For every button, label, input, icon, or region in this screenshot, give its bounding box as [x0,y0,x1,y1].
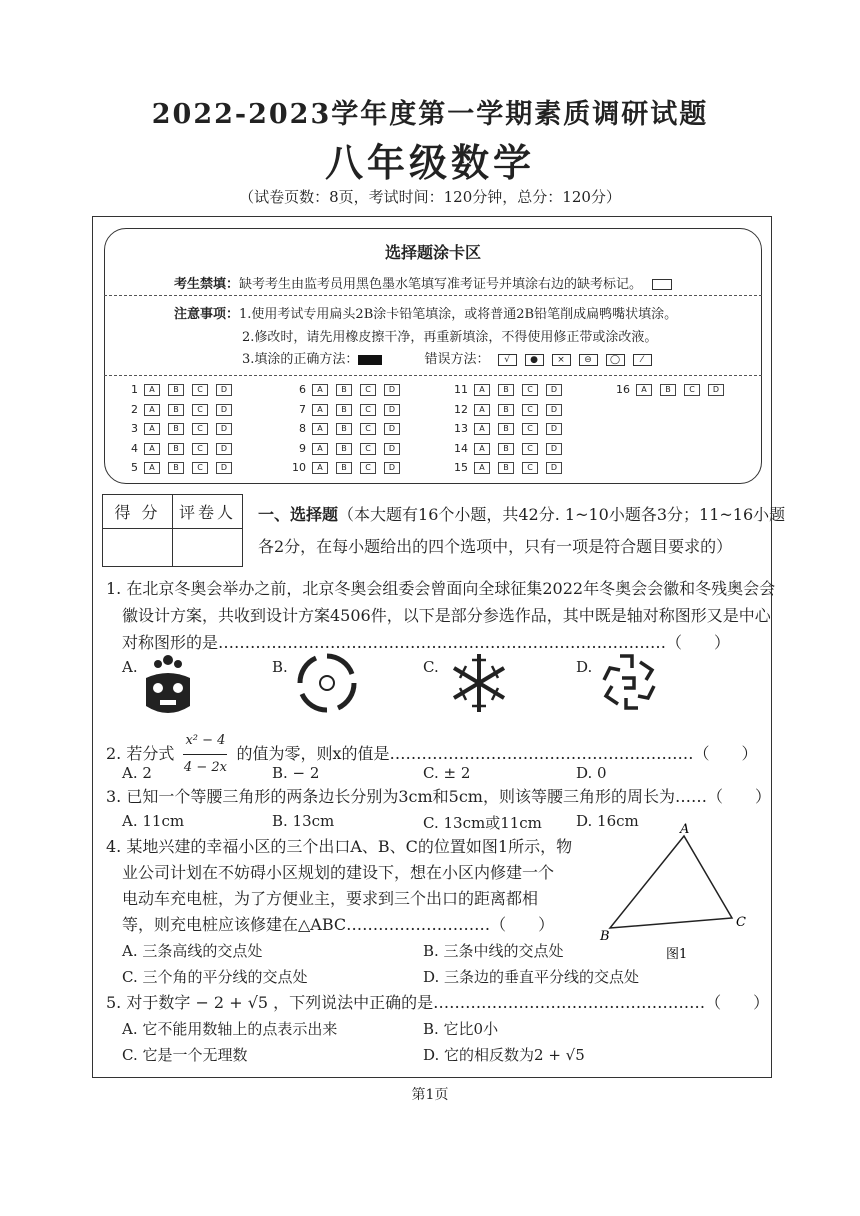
q2-prefix: 2. 若分式 [106,744,175,763]
answer-bubble-c[interactable]: C [192,423,208,435]
triangle-abc [610,836,732,928]
answer-row-number: 9 [299,441,306,455]
answer-row-10 [286,461,408,474]
notes-label: 注意事项： [174,307,240,322]
answer-bubble-b[interactable]: B [498,443,514,455]
answer-bubble-a[interactable]: A [144,384,160,396]
answer-bubble-b[interactable]: B [498,462,514,474]
answer-row-8 [286,422,408,435]
answer-bubble-b[interactable]: B [336,443,352,455]
q4-option-a: A. 三条高线的交点处 [122,942,263,960]
answer-row-5 [118,461,240,474]
answer-bubble-d[interactable]: D [216,443,232,455]
answer-bubble-d[interactable]: D [384,423,400,435]
q1-line-3: 对称图形的是…………………………………………………………………………（ ） [122,633,731,652]
wrong-mark-sample: × [552,354,571,366]
answer-bubble-c[interactable]: C [522,443,538,455]
q2-option-a: A. 2 [122,764,152,782]
answer-row-4 [118,442,240,455]
q2-option-c: C. ± 2 [423,764,471,782]
answer-bubble-c[interactable]: C [192,404,208,416]
answer-bubble-a[interactable]: A [312,384,328,396]
answer-row-number: 7 [299,402,306,416]
answer-row-number: 5 [131,461,138,474]
answer-row-number: 12 [454,402,468,416]
q4-option-c: C. 三个角的平分线的交点处 [122,968,308,986]
q5-stem: 5. 对于数字 − 2 + √5 ，下列说法中正确的是……………………………………………（ ） [106,993,770,1012]
figure-caption: 图1 [666,947,688,962]
q2-option-b: B. − 2 [272,764,320,782]
wrong-mark-sample: ⁄ [633,354,652,366]
answer-bubble-d[interactable]: D [546,462,562,474]
answer-bubble-a[interactable]: A [312,423,328,435]
answer-row-12 [448,403,570,416]
wrong-mark-sample: √ [498,354,517,366]
answer-row-number: 6 [299,383,306,396]
q3-option-a: A. 11cm [122,812,185,830]
answer-bubble-b[interactable]: B [336,384,352,396]
q5-option-a: A. 它不能用数轴上的点表示出来 [122,1020,338,1038]
answer-bubble-c[interactable]: C [360,462,376,474]
q4-line-1: 4. 某地兴建的幸福小区的三个出口A、B、C的位置如图1所示，物 [106,837,573,856]
answer-row-13 [448,422,570,435]
answer-row-2 [118,403,240,416]
score-label: 得 分 [103,495,173,529]
emblem-d-icon [596,650,662,716]
exam-meta: （试卷页数：8页，考试时间：120分钟，总分：120分） [239,188,621,206]
section-1-heading: 一、选择题 [258,505,339,524]
answer-row-number: 2 [131,402,138,416]
q4-option-b: B. 三条中线的交点处 [423,942,564,960]
answer-row-11 [448,383,570,396]
q1-line-2: 徽设计方案，共收到设计方案4506件，以下是部分参选作品，其中既是轴对称图形又是中心 [122,606,771,625]
q5-option-b: B. 它比0小 [423,1020,499,1038]
answer-bubble-c[interactable]: C [522,423,538,435]
answer-bubble-b[interactable]: B [336,462,352,474]
wrong-label: 错误方法： [424,352,490,367]
answer-bubble-c[interactable]: C [192,384,208,396]
emblem-b-icon [294,650,360,716]
q2-suffix: 的值为零，则x的值是…………………………………………………（ ） [236,744,758,763]
answer-bubble-b[interactable]: B [168,462,184,474]
answer-bubble-d[interactable]: D [384,384,400,396]
answer-bubble-b[interactable]: B [168,384,184,396]
absence-label: 考生禁填： [174,277,240,292]
score-table [102,494,243,567]
absence-note [174,273,672,292]
q4-option-d: D. 三条边的垂直平分线的交点处 [423,968,640,986]
answer-bubble-b[interactable]: B [168,443,184,455]
wrong-mark-sample: ● [525,354,544,366]
answer-bubble-a[interactable]: A [312,462,328,474]
divider [104,295,762,296]
answer-bubble-a[interactable]: A [474,423,490,435]
answer-bubble-a[interactable]: A [474,404,490,416]
answer-bubble-c[interactable]: C [684,384,700,396]
vertex-c-label: C [736,915,746,930]
section-1-line-1 [258,500,785,530]
answer-row-6 [286,383,408,396]
emblem-c-snowflake-icon [446,650,512,716]
q1-label-b: B. [272,658,288,676]
q3-option-b: B. 13cm [272,812,335,830]
divider [104,375,762,376]
answer-bubble-d[interactable]: D [216,384,232,396]
answer-bubble-a[interactable]: A [474,462,490,474]
answer-bubble-d[interactable]: D [216,404,232,416]
q2-denominator: 4 − 2x [183,760,227,775]
answer-row-14 [448,442,570,455]
answer-bubble-d[interactable]: D [216,423,232,435]
answer-bubble-a[interactable]: A [474,443,490,455]
answer-bubble-d[interactable]: D [546,443,562,455]
answer-bubble-a[interactable]: A [144,423,160,435]
answer-bubble-b[interactable]: B [660,384,676,396]
answer-bubble-a[interactable]: A [636,384,652,396]
answer-bubble-a[interactable]: A [144,443,160,455]
q4-line-3: 电动车充电桩，为了方便业主，要求到三个出口的距离都相 [122,889,539,908]
vertex-a-label: A [680,822,690,837]
answer-bubble-d[interactable]: D [546,423,562,435]
q1-label-d: D. [576,658,593,676]
q3-option-c: C. 13cm或11cm [423,814,542,832]
answer-bubble-b[interactable]: B [498,384,514,396]
score-cell[interactable] [103,529,173,567]
grader-label: 评卷人 [173,495,243,529]
answer-bubble-d[interactable]: D [546,384,562,396]
answer-bubble-c[interactable]: C [360,443,376,455]
q5-option-d: D. 它的相反数为2 + √5 [423,1046,585,1064]
answer-bubble-b[interactable]: B [168,404,184,416]
answer-bubble-c[interactable]: C [192,462,208,474]
answer-card-title: 选择题涂卡区 [384,243,481,262]
vertex-b-label: B [600,929,610,944]
q3-option-d: D. 16cm [576,812,639,830]
answer-bubble-b[interactable]: B [336,404,352,416]
answer-row-number: 16 [616,383,630,396]
answer-bubble-d[interactable]: D [216,462,232,474]
q4-line-4: 等，则充电桩应该修建在△ABC………………………（ ） [122,915,555,934]
answer-row-number: 8 [299,422,306,435]
answer-bubble-c[interactable]: C [360,423,376,435]
exam-title: 2022-2023学年度第一学期素质调研试题 [151,99,709,130]
answer-bubble-d[interactable]: D [384,404,400,416]
notes [174,303,677,322]
answer-row-1 [118,383,240,396]
q2-option-d: D. 0 [576,764,607,782]
q1-line-1: 1. 在北京冬奥会举办之前，北京冬奥会组委会曾面向全球征集2022年冬奥会会徽和冬残奥会会 [106,579,776,598]
answer-row-15 [448,461,570,474]
note-3-row [242,348,652,367]
q3-stem: 3. 已知一个等腰三角形的两条边长分别为3cm和5cm，则该等腰三角形的周长为……（ ） [106,787,771,806]
absence-mark-box[interactable] [652,279,672,290]
grader-cell[interactable] [173,529,243,567]
q4-line-2: 业公司计划在不妨碍小区规划的建设下，想在小区内修建一个 [122,863,555,882]
answer-row-number: 11 [454,383,468,396]
section-1-desc-2: 各2分，在每小题给出的四个选项中，只有一项是符合题目要求的） [258,537,733,556]
answer-row-9 [286,442,408,455]
answer-row-number: 4 [131,441,138,455]
answer-bubble-d[interactable]: D [708,384,724,396]
note-1: 1.使用考试专用扁头2B涂卡铅笔填涂，或将普通2B铅笔削成扁鸭嘴状填涂。 [239,307,678,322]
answer-row-number: 15 [454,461,468,474]
q2-fraction [183,728,227,781]
answer-bubble-a[interactable]: A [312,443,328,455]
answer-bubble-c[interactable]: C [522,404,538,416]
exam-subject: 八年级数学 [324,141,535,185]
figure-1-triangle [596,822,756,962]
wrong-mark-sample: ◯ [606,354,625,366]
answer-row-number: 1 [131,383,138,396]
note-2: 2.修改时，请先用橡皮擦干净，再重新填涂，不得使用修正带或涂改液。 [242,330,658,345]
emblem-a-icon [138,650,198,718]
page-number: 第1页 [411,1087,449,1103]
q5-option-c: C. 它是一个无理数 [122,1046,248,1064]
correct-fill-sample [358,355,382,365]
answer-bubble-c[interactable]: C [522,384,538,396]
answer-bubble-a[interactable]: A [144,404,160,416]
answer-bubble-c[interactable]: C [360,384,376,396]
answer-row-3 [118,422,240,435]
wrong-marks [490,352,652,367]
note-3: 3.填涂的正确方法： [242,352,359,367]
section-1-desc-1: （本大题有16个小题，共42分. 1~10小题各3分；11~16小题 [338,505,786,524]
q1-label-a: A. [122,658,138,676]
answer-row-number: 10 [292,461,306,474]
answer-bubble-c[interactable]: C [522,462,538,474]
answer-row-7 [286,403,408,416]
answer-bubble-a[interactable]: A [312,404,328,416]
absence-text: 缺考考生由监考员用黑色墨水笔填写准考证号并填涂右边的缺考标记。 [239,277,643,292]
answer-row-number: 3 [131,422,138,435]
answer-bubble-b[interactable]: B [498,404,514,416]
wrong-mark-sample: ⊖ [579,354,598,366]
answer-bubble-c[interactable]: C [360,404,376,416]
answer-bubble-a[interactable]: A [474,384,490,396]
answer-row-16 [610,383,732,396]
q1-label-c: C. [423,658,439,676]
answer-row-number: 13 [454,422,468,435]
answer-bubble-b[interactable]: B [336,423,352,435]
answer-bubble-b[interactable]: B [498,423,514,435]
answer-bubble-b[interactable]: B [168,423,184,435]
q2-numerator: x² − 4 [183,728,227,755]
answer-bubble-c[interactable]: C [192,443,208,455]
answer-bubble-d[interactable]: D [546,404,562,416]
answer-row-number: 14 [454,441,468,455]
answer-bubble-a[interactable]: A [144,462,160,474]
answer-bubble-d[interactable]: D [384,462,400,474]
answer-bubble-d[interactable]: D [384,443,400,455]
